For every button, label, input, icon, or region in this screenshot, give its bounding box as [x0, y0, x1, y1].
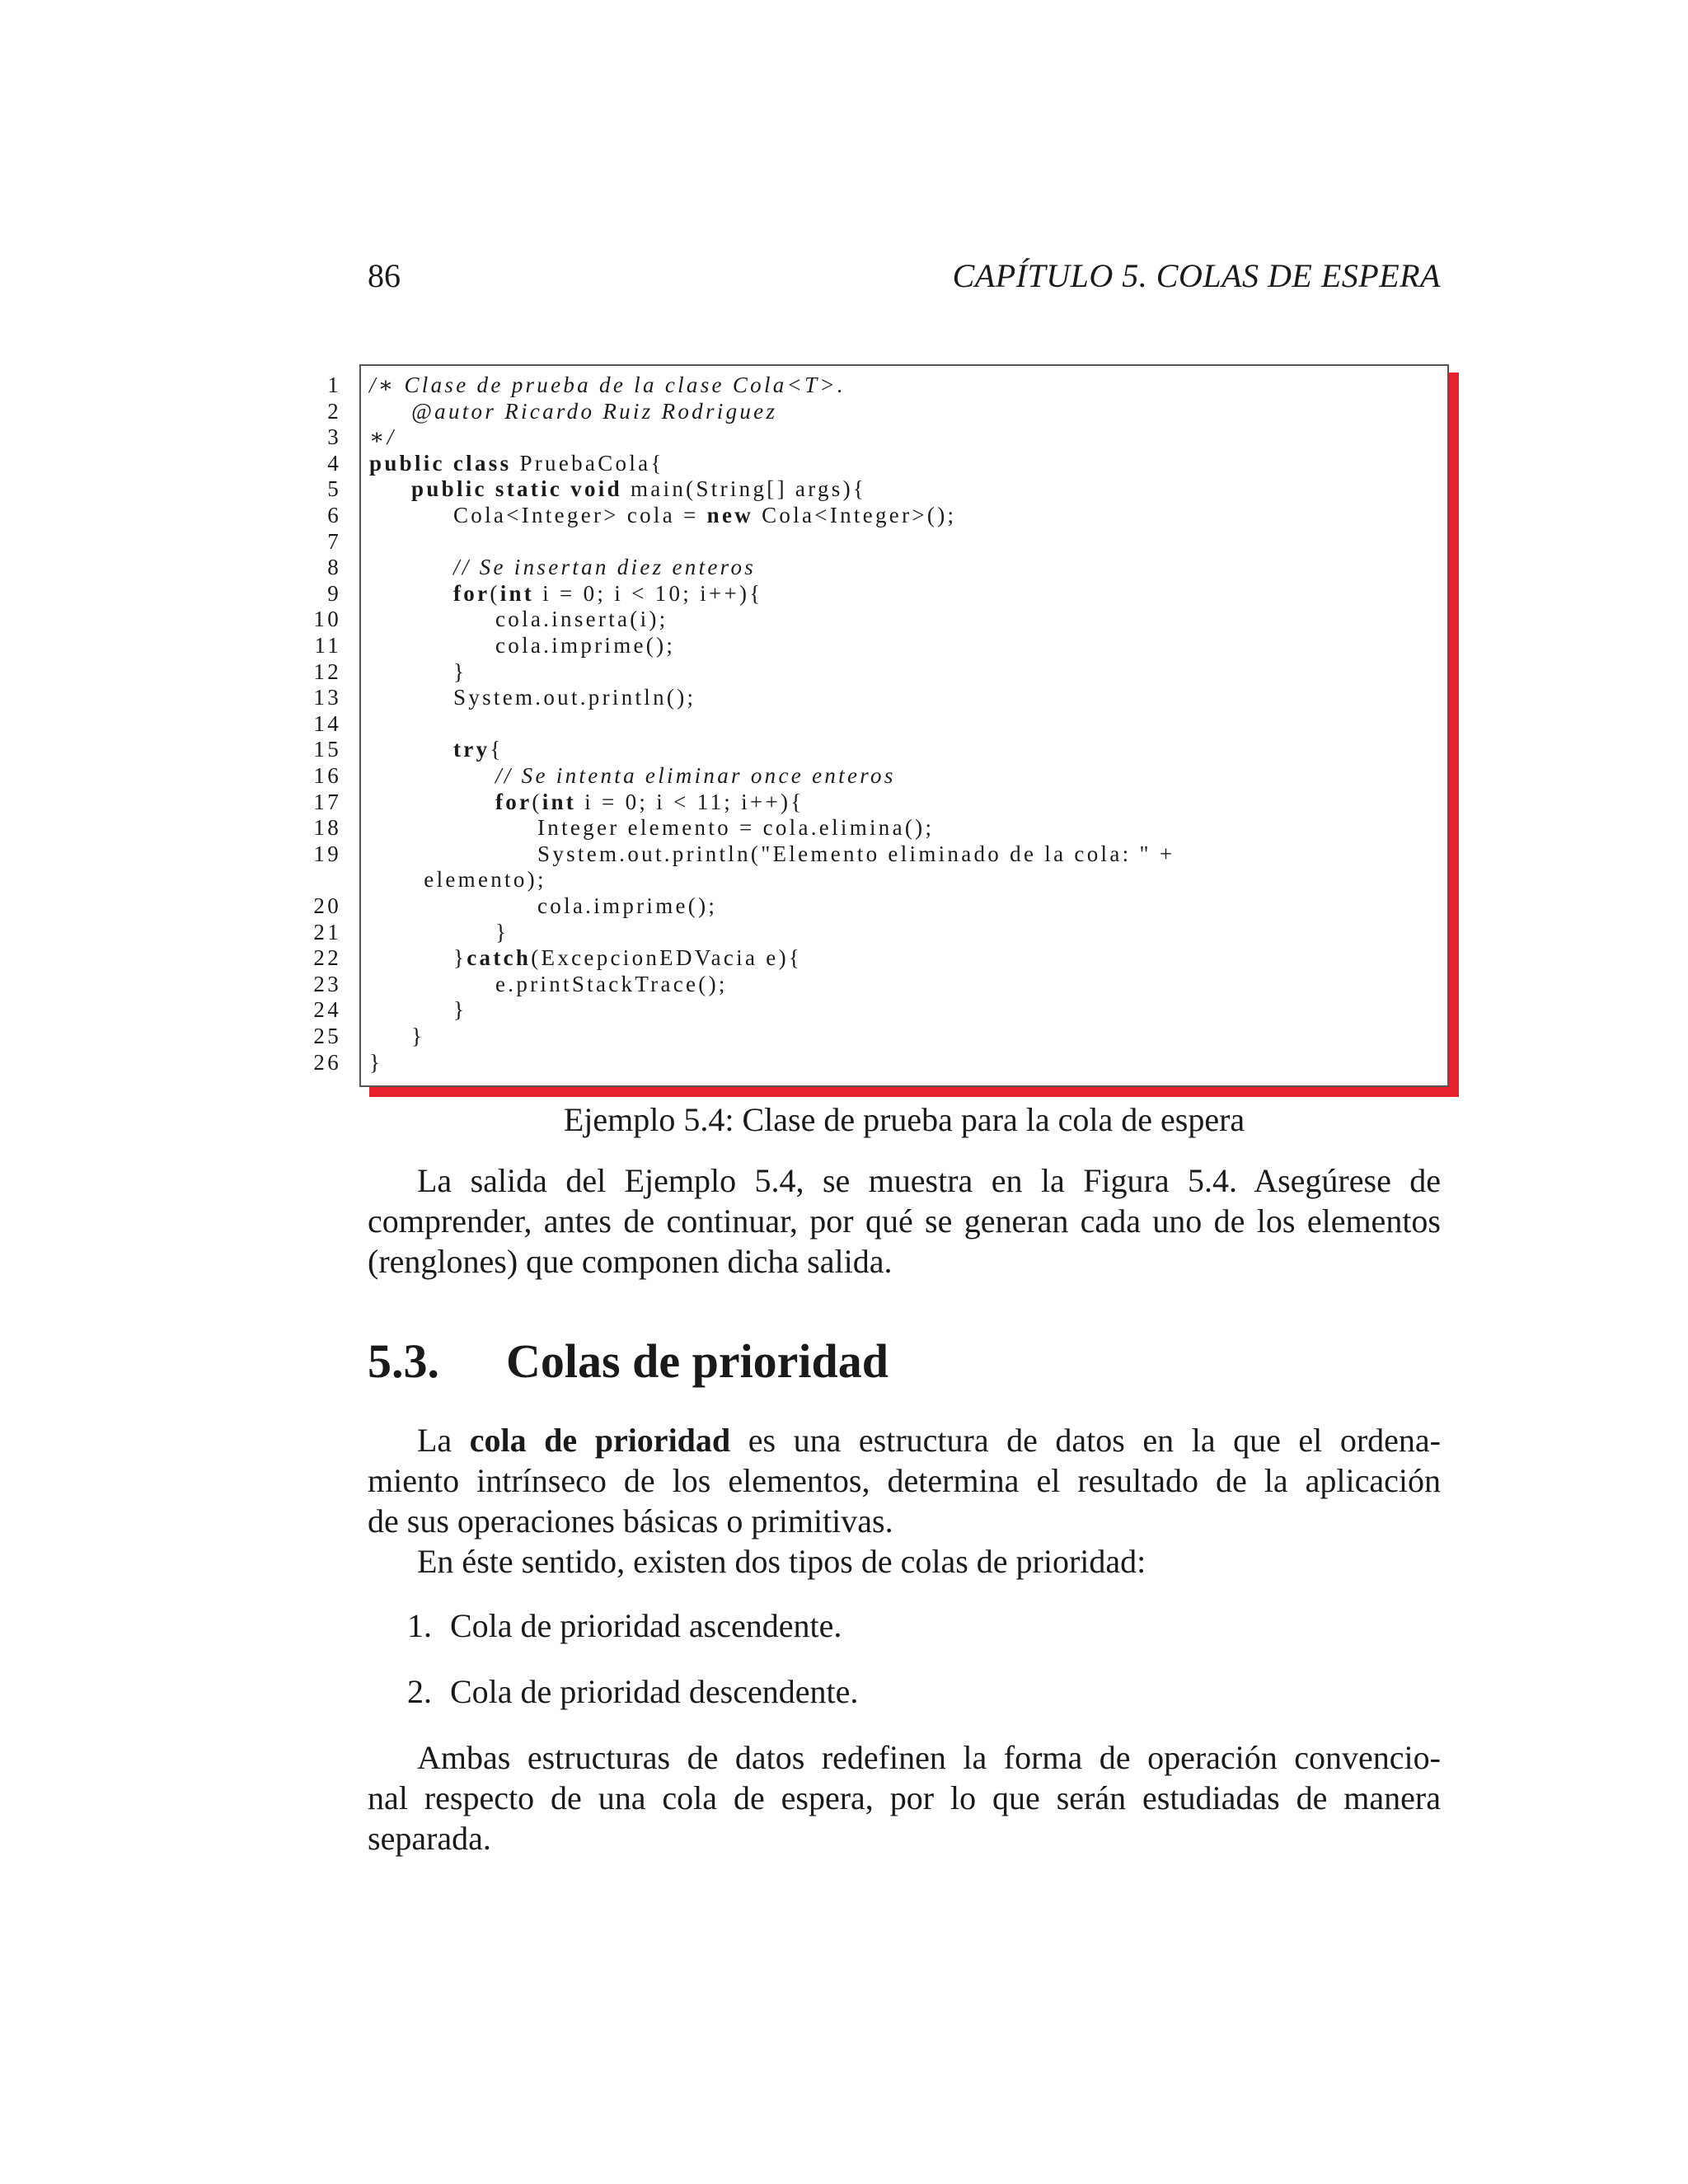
- code-line: [0, 685, 1688, 711]
- paragraph-line: nal respecto de una cola de espera, por lo que serán estudiadas de manera: [368, 1779, 1441, 1816]
- list-item: [407, 1605, 842, 1647]
- paragraph-line: (renglones) que componen dicha salida.: [368, 1243, 893, 1280]
- code-line: [0, 972, 1688, 998]
- code-text: Integer elemento = cola.elimina();: [537, 815, 935, 841]
- line-number: 20: [313, 893, 341, 918]
- code-line: [0, 659, 1688, 686]
- code-line: [0, 1050, 1688, 1076]
- code-text: }: [495, 919, 509, 944]
- line-number: 1: [327, 373, 341, 397]
- code-text: }: [369, 1049, 383, 1075]
- paragraph-conclusion: [368, 1737, 1441, 1858]
- code-text: public class PruebaCola{: [369, 450, 664, 476]
- paragraph-line: de sus operaciones básicas o primitivas.: [368, 1502, 893, 1540]
- line-number: 10: [313, 607, 341, 632]
- line-number: 21: [313, 919, 341, 944]
- code-line: [0, 997, 1688, 1024]
- code-text: ∗/: [369, 424, 396, 450]
- code-line: [0, 503, 1688, 529]
- code-line: [0, 555, 1688, 581]
- code-line: [0, 581, 1688, 607]
- code-text: Cola<Integer> cola = new Cola<Integer>();: [453, 503, 957, 527]
- code-text: // Se insertan diez enteros: [453, 555, 757, 580]
- code-line: [0, 1024, 1688, 1050]
- line-number: 16: [313, 763, 341, 788]
- code-text: for(int i = 0; i < 11; i++){: [495, 789, 804, 814]
- code-line: [0, 451, 1688, 477]
- paragraph-line: Ambas estructuras de datos redefinen la forma de operación convencio-: [417, 1739, 1441, 1776]
- line-number: 26: [313, 1049, 341, 1075]
- section-title: Colas de prioridad: [506, 1334, 889, 1388]
- code-line: [0, 529, 1688, 555]
- line-number: 4: [327, 450, 341, 476]
- paragraph-line: La salida del Ejemplo 5.4, se muestra en la Figura 5.4. Asegúrese de: [417, 1162, 1441, 1199]
- code-line: [0, 607, 1688, 633]
- paragraph-line: separada.: [368, 1820, 491, 1857]
- code-text: }: [453, 997, 467, 1023]
- code-line: [0, 893, 1688, 920]
- paragraph-line: comprender, antes de continuar, por qué se generan cada uno de los elementos: [368, 1202, 1441, 1240]
- list-marker: 2.: [407, 1673, 432, 1710]
- code-line: [0, 945, 1688, 972]
- line-number: 17: [313, 789, 341, 814]
- paragraph-output: [368, 1160, 1441, 1282]
- code-text: @autor Ricardo Ruiz Rodriguez: [411, 398, 778, 424]
- code-line: [0, 424, 1688, 451]
- paragraph-line: En éste sentido, existen dos tipos de colas de prioridad:: [417, 1543, 1146, 1580]
- line-number: 7: [327, 528, 341, 554]
- paragraph-definition: [368, 1420, 1441, 1541]
- line-number: 15: [313, 737, 341, 762]
- code-line: [0, 763, 1688, 790]
- line-number: 13: [313, 685, 341, 710]
- page-number: 86: [368, 257, 401, 294]
- code-line: [0, 815, 1688, 841]
- code-text: // Se intenta eliminar once enteros: [495, 763, 896, 788]
- code-line: [0, 920, 1688, 946]
- code-text: cola.inserta(i);: [495, 607, 668, 632]
- term-bold: cola de prioridad: [469, 1422, 731, 1459]
- code-line: [0, 737, 1688, 763]
- paragraph-line: La cola de prioridad es una estructura de datos en la que el ordena-: [417, 1422, 1441, 1459]
- line-number: 3: [327, 424, 341, 450]
- code-caption: Ejemplo 5.4: Clase de prueba para la cola de espera: [563, 1101, 1245, 1138]
- section-number: 5.3.: [368, 1334, 439, 1388]
- code-line: [0, 841, 1688, 868]
- code-line: [0, 633, 1688, 659]
- code-line: [0, 399, 1688, 425]
- line-number: 5: [327, 476, 341, 502]
- line-number: 25: [313, 1024, 341, 1048]
- line-number: 19: [313, 841, 341, 866]
- code-line: [0, 867, 1688, 893]
- line-number: 9: [327, 580, 341, 606]
- code-text: elemento);: [424, 867, 546, 893]
- list-item: [407, 1671, 858, 1713]
- section-heading: [368, 1329, 889, 1394]
- line-number: 23: [313, 971, 341, 996]
- code-text: cola.imprime();: [495, 633, 676, 658]
- running-head: CAPÍTULO 5. COLAS DE ESPERA: [952, 257, 1441, 294]
- line-number: 14: [313, 710, 341, 736]
- line-number: 22: [313, 945, 341, 971]
- code-text: for(int i = 0; i < 10; i++){: [453, 580, 763, 606]
- line-number: 11: [314, 633, 341, 658]
- code-text: }: [411, 1024, 425, 1048]
- code-line: [0, 373, 1688, 399]
- code-text: }catch(ExcepcionEDVacia e){: [453, 945, 803, 971]
- code-text: public static void main(String[] args){: [411, 476, 867, 502]
- line-number: 12: [313, 658, 341, 684]
- code-text: System.out.println("Elemento eliminado de la cola: " +: [537, 841, 1175, 866]
- code-line: [0, 476, 1688, 503]
- code-line: [0, 711, 1688, 738]
- list-marker: 1.: [407, 1607, 432, 1644]
- paragraph-line: miento intrínseco de los elementos, determina el resultado de la aplicación: [368, 1462, 1441, 1499]
- code-line: [0, 790, 1688, 816]
- line-number: 18: [313, 815, 341, 841]
- code-text: e.printStackTrace();: [495, 971, 728, 996]
- code-text: System.out.println();: [453, 685, 696, 710]
- line-number: 24: [313, 997, 341, 1023]
- line-number: 2: [327, 398, 341, 424]
- list-item-text: Cola de prioridad ascendente.: [450, 1607, 842, 1644]
- line-number: 6: [327, 503, 341, 527]
- code-text: /∗ Clase de prueba de la clase Cola<T>.: [369, 373, 846, 397]
- code-text: try{: [453, 737, 504, 762]
- code-text: }: [453, 658, 467, 684]
- paragraph-types: [368, 1541, 1441, 1582]
- line-number: 8: [327, 555, 341, 580]
- list-item-text: Cola de prioridad descendente.: [450, 1673, 859, 1710]
- code-text: cola.imprime();: [537, 893, 718, 918]
